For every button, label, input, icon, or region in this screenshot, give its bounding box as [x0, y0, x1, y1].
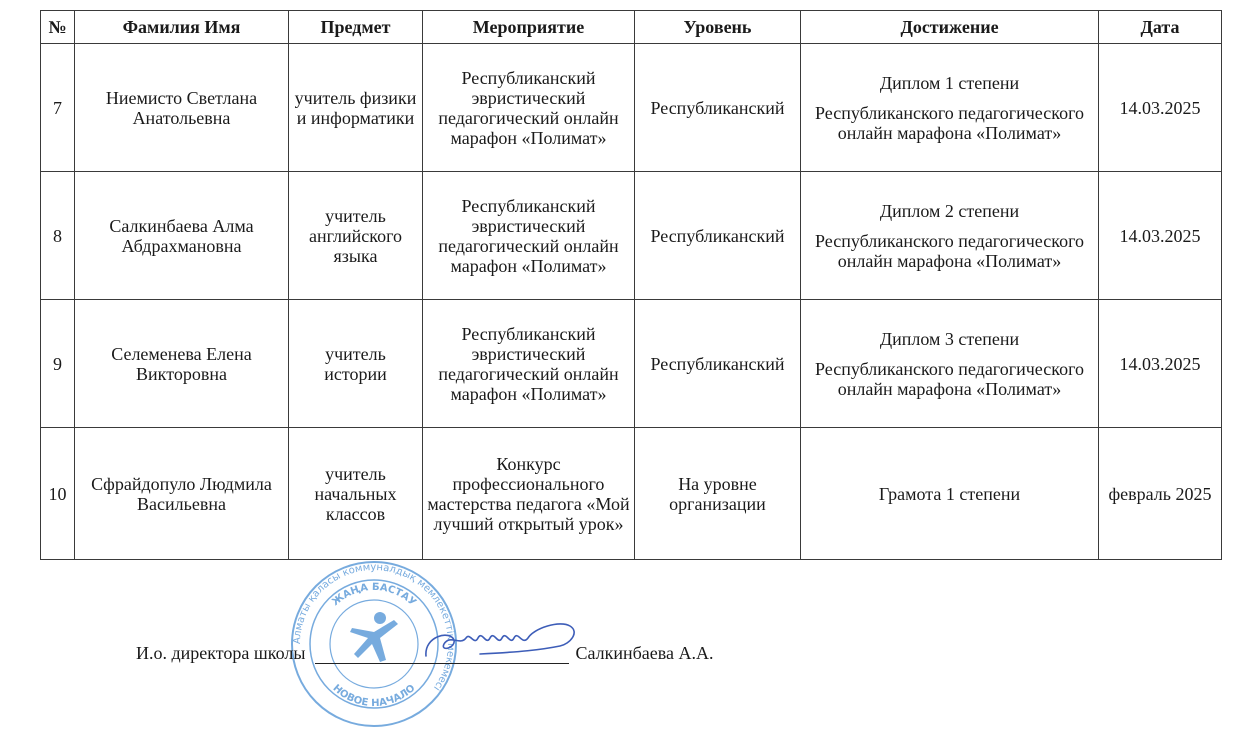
cell-num: 7: [41, 44, 75, 172]
table-header-row: [41, 11, 1222, 44]
cell-level: Республиканский: [635, 172, 801, 300]
cell-level: На уровне организации: [635, 428, 801, 560]
cell-subject: учитель английского языка: [289, 172, 423, 300]
header-achievement: Достижение: [801, 11, 1099, 44]
signer-name: Салкинбаева А.А.: [575, 643, 714, 663]
cell-date: 14.03.2025: [1099, 300, 1222, 428]
svg-text:ЖАҢА БАСТАУ: [330, 582, 418, 609]
cell-event: Республиканский эвристический педагогический онлайн марафон «Полимат»: [423, 300, 635, 428]
header-num: №: [41, 11, 75, 44]
records-table: [40, 10, 1222, 560]
cell-subject: учитель начальных классов: [289, 428, 423, 560]
table-row: [41, 172, 1222, 300]
stamp-outer-text: Алматы қаласы коммуналдық мемлекеттік мекемесі: [291, 561, 457, 693]
cell-date: 14.03.2025: [1099, 172, 1222, 300]
achievement-title: Диплом 3 степени: [879, 328, 1020, 349]
cell-num: 10: [41, 428, 75, 560]
cell-date: 14.03.2025: [1099, 44, 1222, 172]
cell-name: Сфрайдопуло Людмила Васильевна: [75, 428, 289, 560]
header-level: Уровень: [635, 11, 801, 44]
cell-name: Салкинбаева Алма Абдрахмановна: [75, 172, 289, 300]
signature-line: [136, 643, 713, 664]
cell-achievement: [801, 44, 1099, 172]
table-row: [41, 300, 1222, 428]
cell-event: Республиканский эвристический педагогический онлайн марафон «Полимат»: [423, 44, 635, 172]
cell-event: Конкурс профессионального мастерства педагога «Мой лучший открытый урок»: [423, 428, 635, 560]
director-position: И.о. директора школы: [136, 643, 306, 663]
achievement-detail: Республиканского педагогического онлайн марафона «Полимат»: [815, 102, 1084, 143]
cell-name: Селеменева Елена Викторовна: [75, 300, 289, 428]
stamp-bottom-text: НОВОЕ НАЧАЛО: [330, 682, 418, 710]
achievement-detail: Республиканского педагогического онлайн марафона «Полимат»: [815, 230, 1084, 271]
header-event: Мероприятие: [423, 11, 635, 44]
achievement-title: Грамота 1 степени: [878, 483, 1021, 504]
cell-subject: учитель истории: [289, 300, 423, 428]
svg-text:НОВОЕ НАЧАЛО: [330, 683, 417, 709]
cell-num: 9: [41, 300, 75, 428]
achievement-title: Диплом 1 степени: [879, 72, 1020, 93]
cell-event: Республиканский эвристический педагогический онлайн марафон «Полимат»: [423, 172, 635, 300]
achievement-detail: Республиканского педагогического онлайн марафона «Полимат»: [815, 358, 1084, 399]
cell-num: 8: [41, 172, 75, 300]
signature-underline: [315, 645, 569, 664]
header-name: Фамилия Имя: [75, 11, 289, 44]
cell-level: Республиканский: [635, 300, 801, 428]
header-date: Дата: [1099, 11, 1222, 44]
cell-date: февраль 2025: [1099, 428, 1222, 560]
cell-subject: учитель физики и информатики: [289, 44, 423, 172]
header-subject: Предмет: [289, 11, 423, 44]
table-row: [41, 44, 1222, 172]
cell-achievement: [801, 428, 1099, 560]
cell-name: Ниемисто Светлана Анатольевна: [75, 44, 289, 172]
cell-achievement: [801, 300, 1099, 428]
table-row: [41, 428, 1222, 560]
achievement-title: Диплом 2 степени: [879, 200, 1020, 221]
stamp-top-text: ЖАҢА БАСТАУ: [330, 581, 418, 609]
cell-achievement: [801, 172, 1099, 300]
cell-level: Республиканский: [635, 44, 801, 172]
